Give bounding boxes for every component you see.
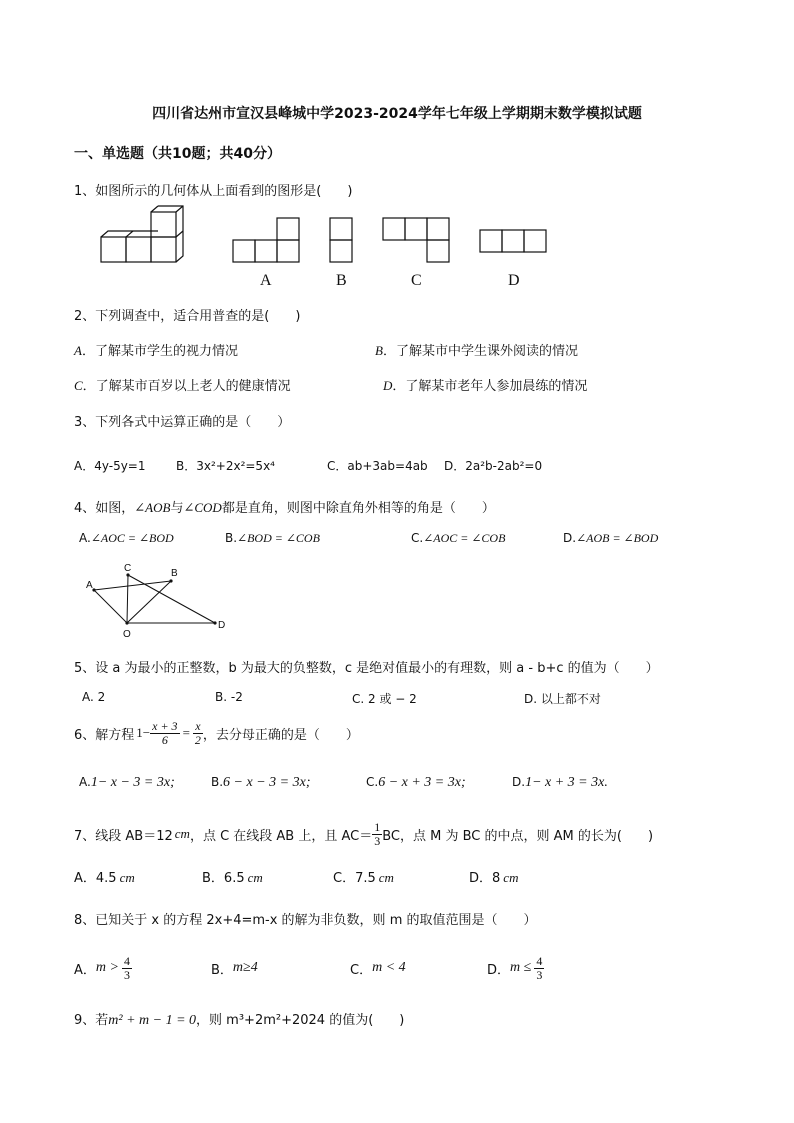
question-1-stem: 1、如图所示的几何体从上面看到的图形是( ) [74, 184, 353, 199]
question-3-option-a: A．4y-5y=1 [74, 459, 146, 473]
question-6-option-a: A.1− x − 3 = 3x; [79, 775, 175, 790]
question-7-option-c: C．7.5 cm [333, 870, 394, 886]
point-label-d: D [218, 620, 226, 631]
question-4-option-a: A.∠AOC = ∠BOD [79, 531, 174, 545]
solid-figure [101, 206, 183, 262]
question-2-option-a: A．了解某市学生的视力情况 [74, 343, 238, 359]
page-title: 四川省达州市宣汉县峰城中学2023-2024学年七年级上学期期末数学模拟试题 [152, 106, 642, 122]
question-6-option-b: B.6 − x − 3 = 3x; [211, 775, 311, 790]
question-7-option-a: A．4.5 cm [74, 870, 135, 886]
question-3-option-c: C．ab+3ab=4ab [327, 459, 428, 473]
option-c-label: C [411, 272, 422, 289]
question-2-stem: 2、下列调查中，适合用普查的是( ) [74, 309, 301, 324]
option-b-label: B [336, 272, 347, 289]
question-8-option-d: D． m ≤ $\frac{4}{3}$ [487, 953, 543, 982]
question-4-option-b: B.∠BOD = ∠COB [225, 531, 320, 545]
option-d-label: D [508, 272, 520, 289]
question-3-stem: 3、下列各式中运算正确的是（ ） [74, 415, 291, 430]
question-4-figure [82, 558, 242, 643]
question-4-stem: 4、如图，∠AOB与∠COD都是直角，则图中除直角外相等的角是（ ） [74, 500, 495, 516]
question-8-option-c: C． m < 4 [350, 960, 406, 978]
option-d-view [480, 230, 546, 252]
section-heading: 一、单选题（共10题；共40分） [74, 146, 281, 162]
question-2-option-d: D．了解某市老年人参加晨练的情况 [383, 378, 588, 394]
option-b-view [330, 218, 352, 262]
question-5-option-c: C. 2 或 − 2 [352, 692, 417, 706]
point-label-b: B [171, 568, 178, 579]
question-7-option-b: B．6.5 cm [202, 870, 263, 886]
question-7-option-d: D．8 cm [469, 870, 519, 886]
question-8-option-b: B． m≥4 [211, 960, 258, 978]
option-a-label: A [260, 272, 272, 289]
option-a-view [233, 218, 299, 262]
question-5-option-d: D. 以上都不对 [524, 692, 601, 706]
question-4-option-c: C.∠AOC = ∠COB [411, 531, 506, 545]
point-label-c: C [124, 563, 132, 574]
point-label-a: A [86, 580, 93, 591]
question-2-option-b: B．了解某市中学生课外阅读的情况 [375, 343, 578, 359]
question-3-option-b: B．3x²+2x²=5x⁴ [176, 459, 275, 473]
question-5-stem: 5、设 a 为最小的正整数，b 为最大的负整数，c 是绝对值最小的有理数，则 a - b+c 的值为（ ） [74, 661, 659, 676]
point-label-o: O [123, 629, 131, 640]
question-8-stem: 8、已知关于 x 的方程 2x+4=m-x 的解为非负数，则 m 的取值范围是（ ） [74, 913, 537, 928]
question-2-option-c: C．了解某市百岁以上老人的健康情况 [74, 378, 291, 394]
question-7-stem: 7、线段 AB＝12 cm ，点 C 在线段 AB 上，且 AC＝ $\frac{1}{3}$ BC，点 M 为 BC 的中点，则 AM 的长为( ) [74, 819, 654, 848]
question-5-option-a: A. 2 [82, 690, 106, 704]
option-c-view [383, 218, 449, 262]
question-6-option-d: D.1− x + 3 = 3x. [512, 775, 608, 790]
question-8-option-a: A． m > $\frac{4}{3}$ [74, 953, 130, 982]
question-3-option-d: D．2a²b-2ab²=0 [444, 459, 543, 473]
question-6-option-c: C.6 − x + 3 = 3x; [366, 775, 466, 790]
question-5-option-b: B. -2 [215, 690, 243, 704]
question-1-figure [95, 205, 565, 300]
question-4-option-d: D.∠AOB = ∠BOD [563, 531, 659, 545]
question-6-stem: 6、解方程 1− $\frac{x + 3}{6}$ = $\frac{x}{2}$ ，去分母正确的是（ ） [74, 718, 359, 747]
question-9-stem: 9、若m² + m − 1 = 0，则 m³+2m²+2024 的值为( ) [74, 1013, 405, 1028]
